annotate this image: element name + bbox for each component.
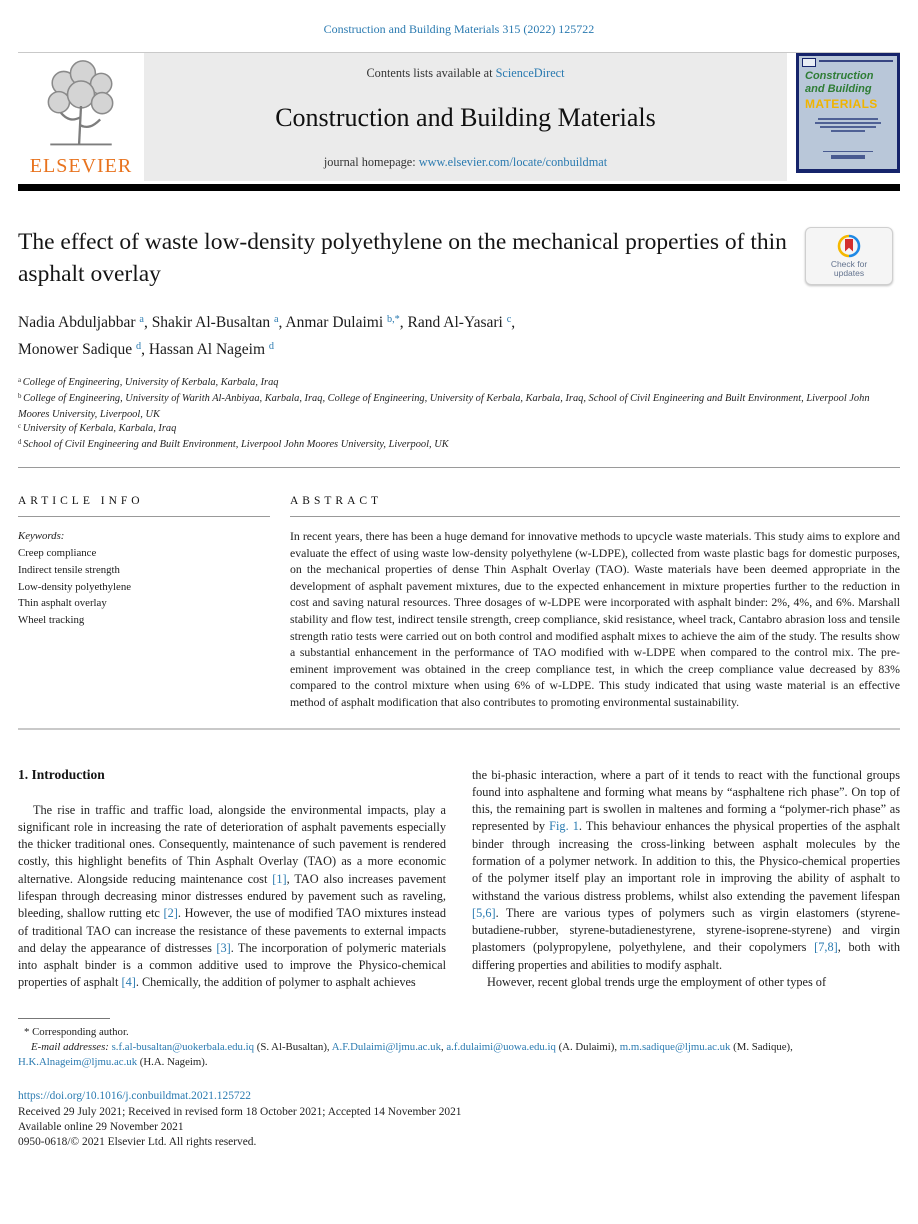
journal-cover-thumbnail[interactable] — [796, 53, 900, 173]
received-dates: Received 29 July 2021; Received in revised form 18 October 2021; Accepted 14 November 2021 — [18, 1105, 462, 1118]
text-segment: c — [18, 423, 23, 431]
text-segment: , Shakir Al-Busaltan — [143, 314, 274, 331]
intro-right-column — [472, 767, 900, 992]
citation-4[interactable]: [4] — [121, 975, 136, 990]
title-section — [18, 227, 900, 290]
email-dulaimi-uowa[interactable]: a.f.dulaimi@uowa.edu.iq — [446, 1040, 556, 1053]
journal-homepage-link[interactable]: www.elsevier.com/locate/conbuildmat — [418, 155, 608, 169]
footnote-rule — [18, 1018, 110, 1019]
sciencedirect-link[interactable]: ScienceDirect — [495, 66, 565, 80]
copyright-line: 0950-0618/© 2021 Elsevier Ltd. All rights reserved. — [18, 1136, 257, 1148]
contents-line — [154, 66, 777, 81]
running-head-citation: Construction and Building Materials 315 (2022) 125722 — [323, 22, 595, 36]
citation-2[interactable]: [2] — [163, 906, 178, 921]
text-segment: School of Civil Engineering and Built Environment, Liverpool John Moores University, Liverpool, UK — [23, 439, 449, 451]
affiliation-a — [18, 376, 900, 392]
text-segment: However, recent global trends urge the employment of other types of — [487, 975, 827, 990]
text-segment: The rise in traffic and traffic load, alongside the environmental impacts, play a significant role in increasing the rate of deterioration of asphalt pavements especially the thicker traditional ones. Consequently, maintenance of such pavement is rendered costly, this highlight benefits of Thin Asphalt Overlay (TAO) as a more economic alternative. Alongside reducing maintenance cost — [18, 802, 446, 886]
text-segment: , Rand Al-Yasari — [399, 314, 507, 331]
citation-5-6[interactable]: [5,6] — [472, 905, 496, 920]
check-for-updates-badge[interactable] — [805, 227, 893, 285]
available-online: Available online 29 November 2021 — [18, 1120, 184, 1133]
introduction-section — [18, 767, 900, 992]
text-segment: the bi-phasic interaction, where a part of it tends to react with the functional groups found into asphaltene and forming what means by “asphaltene rich phase”. On top of this, the remaining part is swollen in maltenes and forming a “polymer-rich phase” as represented by — [472, 767, 900, 834]
cover-title-line3: MATERIALS — [805, 97, 878, 111]
affiliation-c — [18, 422, 900, 438]
text-segment: Nadia Abduljabbar — [18, 314, 140, 331]
abstract-heading: ABSTRACT — [290, 494, 383, 507]
affiliation-d — [18, 438, 900, 454]
footnotes — [18, 1018, 900, 1071]
intro-paragraph-right-2 — [472, 974, 900, 991]
journal-cover-art — [799, 56, 897, 169]
cover-fine-print-lines — [805, 118, 891, 132]
doi-link[interactable]: https://doi.org/10.1016/j.conbuildmat.2021.125722 — [18, 1090, 251, 1103]
text-segment: E-mail addresses: — [31, 1040, 112, 1053]
affiliations — [18, 376, 900, 454]
keyword: Wheel tracking — [18, 614, 85, 627]
keywords-label: Keywords: — [18, 529, 65, 542]
article-info-rule — [18, 516, 270, 517]
text-segment: College of Engineering, University of Warith Al-Anbiyaa, Karbala, Iraq, College of Engineering, University of Kerbala, Karbala, Iraq, School of Civil Engineering and Built Environment, Liverpool John Moores University, Liverpool, UK — [18, 392, 870, 420]
text-segment: University of Kerbala, Karbala, Iraq — [22, 423, 177, 435]
text-segment: b,* — [387, 314, 400, 326]
fig-1-link[interactable]: Fig. 1 — [549, 819, 579, 834]
text-segment: , Anmar Dulaimi — [278, 314, 388, 331]
abstract-rule — [290, 516, 900, 517]
text-segment: . There are various types of polymers such as virgin elastomers (styrene-butadiene-rubber, styrene-butadienestyrene, styrene-isoprene-styrene) and virgin plastomers (polypropylene, polyethylene, and their copolymers — [472, 905, 900, 955]
affiliation-b — [18, 392, 900, 423]
keyword: Indirect tensile strength — [18, 563, 120, 576]
text-segment: c — [506, 314, 512, 326]
text-segment: Monower Sadique — [18, 341, 136, 358]
text-segment: (M. Sadique), — [730, 1040, 793, 1053]
journal-name: Construction and Building Materials — [275, 103, 656, 132]
text-segment: a — [18, 376, 23, 384]
email-addresses — [18, 1040, 900, 1070]
elsevier-tree-icon — [32, 58, 130, 154]
homepage-prefix: journal homepage: — [323, 155, 419, 169]
text-segment: , — [440, 1040, 447, 1053]
article-title: The effect of waste low-density polyethylene on the mechanical properties of thin asphalt overlay — [18, 229, 787, 287]
citation-1[interactable]: [1] — [272, 871, 287, 886]
text-segment: (A. Dulaimi), — [555, 1040, 620, 1053]
text-segment: , TAO also increases pavement lifespan through decreasing minor distresses endured by pavement such as raveling, bleeding, shallow rutting etc — [18, 871, 447, 921]
article-info-heading: ARTICLE INFO — [18, 494, 144, 507]
intro-paragraph-right-1 — [472, 767, 900, 975]
publication-footer — [18, 1089, 900, 1150]
citation-7-8[interactable]: [7,8] — [814, 940, 838, 955]
author-list — [18, 310, 900, 364]
journal-masthead — [18, 52, 900, 181]
corresponding-author-note: * Corresponding author. — [24, 1025, 129, 1038]
text-segment: b — [18, 392, 24, 400]
check-updates-label: Check for updates — [830, 258, 868, 278]
text-segment: . The incorporation of polymeric materials into asphalt binder is a common additive used to improve the Physico-chemical properties of asphalt — [18, 940, 446, 990]
header-divider-bar — [18, 184, 900, 191]
cover-title-line1: Construction — [805, 70, 874, 82]
keyword: Low-density polyethylene — [18, 580, 132, 593]
cover-publisher-chip-icon — [802, 58, 816, 67]
email-dulaimi-ljmu[interactable]: A.F.Dulaimi@ljmu.ac.uk — [331, 1040, 441, 1053]
info-abstract-section — [18, 495, 900, 711]
article-info-column — [18, 495, 270, 711]
text-segment: , both with differing properties and abilities to modify asphalt. — [472, 940, 900, 972]
text-segment: d — [268, 341, 275, 353]
text-segment: d — [135, 341, 142, 353]
check-updates-icon — [837, 234, 861, 258]
text-segment: (H.A. Nageim). — [137, 1056, 208, 1069]
elsevier-logo-text: ELSEVIER — [29, 155, 133, 177]
citation-3[interactable]: [3] — [216, 940, 231, 955]
text-segment: (S. Al-Busaltan), — [254, 1040, 332, 1053]
homepage-line — [154, 155, 777, 170]
text-segment: College of Engineering, University of Kerbala, Karbala, Iraq — [22, 377, 279, 388]
text-segment: . This behaviour enhances the physical properties of the asphalt binder through increasing the cross-linking between asphalt molecules by the formation of a polymer network. In addition to this, the Physico-chemical properties of the polymer itself play an important role in improving the ability of asphalt to withstand the various distress problems, whilst also extending the pavement lifespan — [472, 819, 901, 903]
text-segment: . Chemically, the addition of polymer to asphalt achieves — [135, 975, 416, 990]
abstract-bottom-divider — [18, 728, 900, 730]
introduction-heading: 1. Introduction — [18, 766, 105, 782]
cover-top-rule — [819, 60, 893, 62]
text-segment: . However, the use of modified TAO mixtures instead of traditional TAO can increase the resistance of these pavements to external impacts and delay the appearance of distresses — [18, 906, 446, 955]
text-segment: , — [511, 314, 516, 331]
email-alnageim[interactable]: H.K.Alnageim@ljmu.ac.uk — [18, 1056, 138, 1069]
abstract-column — [290, 495, 900, 711]
contents-line-prefix: Contents lists available at — [366, 66, 496, 80]
abstract-text: In recent years, there has been a huge demand for innovative methods to upcycle waste materials. This study aims to explore and evaluate the effect of using waste low-density polyethylene (w-LDPE), collected from waste plastic bags for domestic purposes, on the mechanical properties of dense Thin Asphalt Overlay (TAO). Waste materials have been deemed appropriate in the development of asphalt pavement mixtures, due to the expected enhancement in mixture properties further to the reduction in cost and saving natural resources. Three dosages of w-LDPE were incorporated with asphalt binder: 2%, 4%, and 6%. Marshall stability and flow test, indirect tensile strength, creep compliance, skid resistance, wheel track, Cantabro abrasion loss and tensile strength ratio tests were carried out on both control and modified asphalt mixes to achieve the aim of the study. The results show a substantial enhancement in the performance of TAO modified with w-LDPE when compared to the control mix. The pre-eminent improvement was obtained in the creep compliance test, in which the creep compliance value decreased by 83% compared to the control mixture when using 6% of w-LDPE. This study indicated that using waste material is an effective method of asphalt modification that also contributes to promoting environmental sustainability. — [290, 528, 900, 709]
text-segment: d — [18, 439, 24, 447]
cover-footer-lines — [799, 148, 897, 161]
elsevier-logo[interactable] — [18, 53, 144, 181]
masthead-center — [144, 53, 787, 181]
text-segment: a — [273, 314, 279, 326]
keyword: Creep compliance — [18, 546, 97, 559]
cover-title-line2: and Building — [805, 82, 872, 95]
email-al-busaltan[interactable]: s.f.al-busaltan@uokerbala.edu.iq — [111, 1040, 255, 1053]
text-segment: , Hassan Al Nageim — [141, 341, 269, 358]
intro-left-column — [18, 767, 446, 992]
text-segment: a — [139, 314, 144, 326]
email-sadique[interactable]: m.m.sadique@ljmu.ac.uk — [619, 1040, 731, 1053]
intro-paragraph-left — [18, 802, 446, 992]
keyword: Thin asphalt overlay — [18, 597, 107, 610]
affiliations-divider — [18, 467, 900, 468]
